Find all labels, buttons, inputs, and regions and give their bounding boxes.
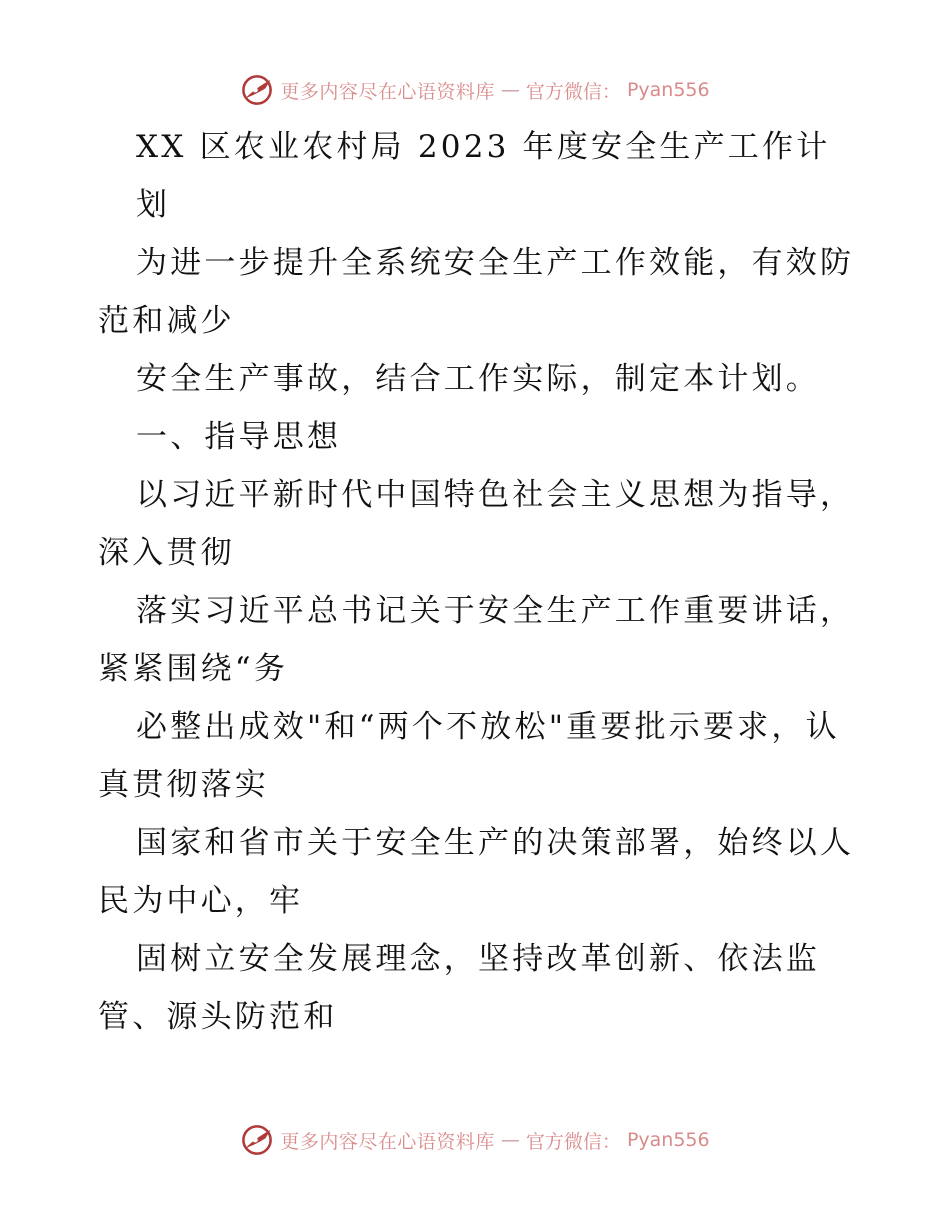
doc-paragraph-line: 范和减少 (98, 303, 235, 339)
pen-logo-icon (240, 73, 274, 107)
header-watermark (0, 70, 950, 110)
watermark-separator: — (500, 1129, 520, 1151)
watermark-contact-label: 官方微信： (525, 1130, 621, 1153)
doc-section-heading: 一、指导思想 (136, 419, 342, 455)
doc-paragraph-line: 深入贯彻 (98, 535, 235, 571)
doc-paragraph-line: 为进一步提升全系统安全生产工作效能，有效防 (136, 245, 855, 281)
watermark-contact-label: 官方微信： (525, 80, 621, 103)
doc-paragraph-line: 落实习近平总书记关于安全生产工作重要讲话， (136, 593, 855, 629)
pen-logo-icon (240, 1123, 274, 1157)
doc-paragraph-line: 管、源头防范和 (98, 999, 338, 1035)
doc-paragraph-line: 真贯彻落实 (98, 767, 269, 803)
watermark-separator: — (500, 79, 520, 101)
doc-paragraph-line: 必整出成效"和“两个不放松"重要批示要求，认 (136, 709, 840, 745)
doc-title-line-1: XX 区农业农村局 2023 年度安全生产工作计 (136, 129, 831, 165)
watermark-text: 更多内容尽在心语资料库 (280, 80, 495, 103)
doc-paragraph-line: 固树立安全发展理念，坚持改革创新、依法监 (136, 941, 820, 977)
doc-paragraph-line: 紧紧围绕“务 (98, 651, 289, 687)
doc-paragraph-line: 民为中心，牢 (98, 883, 304, 919)
doc-paragraph-line: 国家和省市关于安全生产的决策部署，始终以人 (136, 825, 855, 861)
doc-title-line-2: 划 (136, 187, 171, 223)
doc-paragraph-line: 安全生产事故，结合工作实际，制定本计划。 (136, 361, 820, 397)
footer-watermark (0, 1120, 950, 1160)
watermark-contact-id: Pyan556 (626, 79, 710, 101)
watermark-contact-id: Pyan556 (626, 1129, 710, 1151)
watermark-text: 更多内容尽在心语资料库 (280, 1130, 495, 1153)
doc-paragraph-line: 以习近平新时代中国特色社会主义思想为指导， (136, 477, 855, 513)
